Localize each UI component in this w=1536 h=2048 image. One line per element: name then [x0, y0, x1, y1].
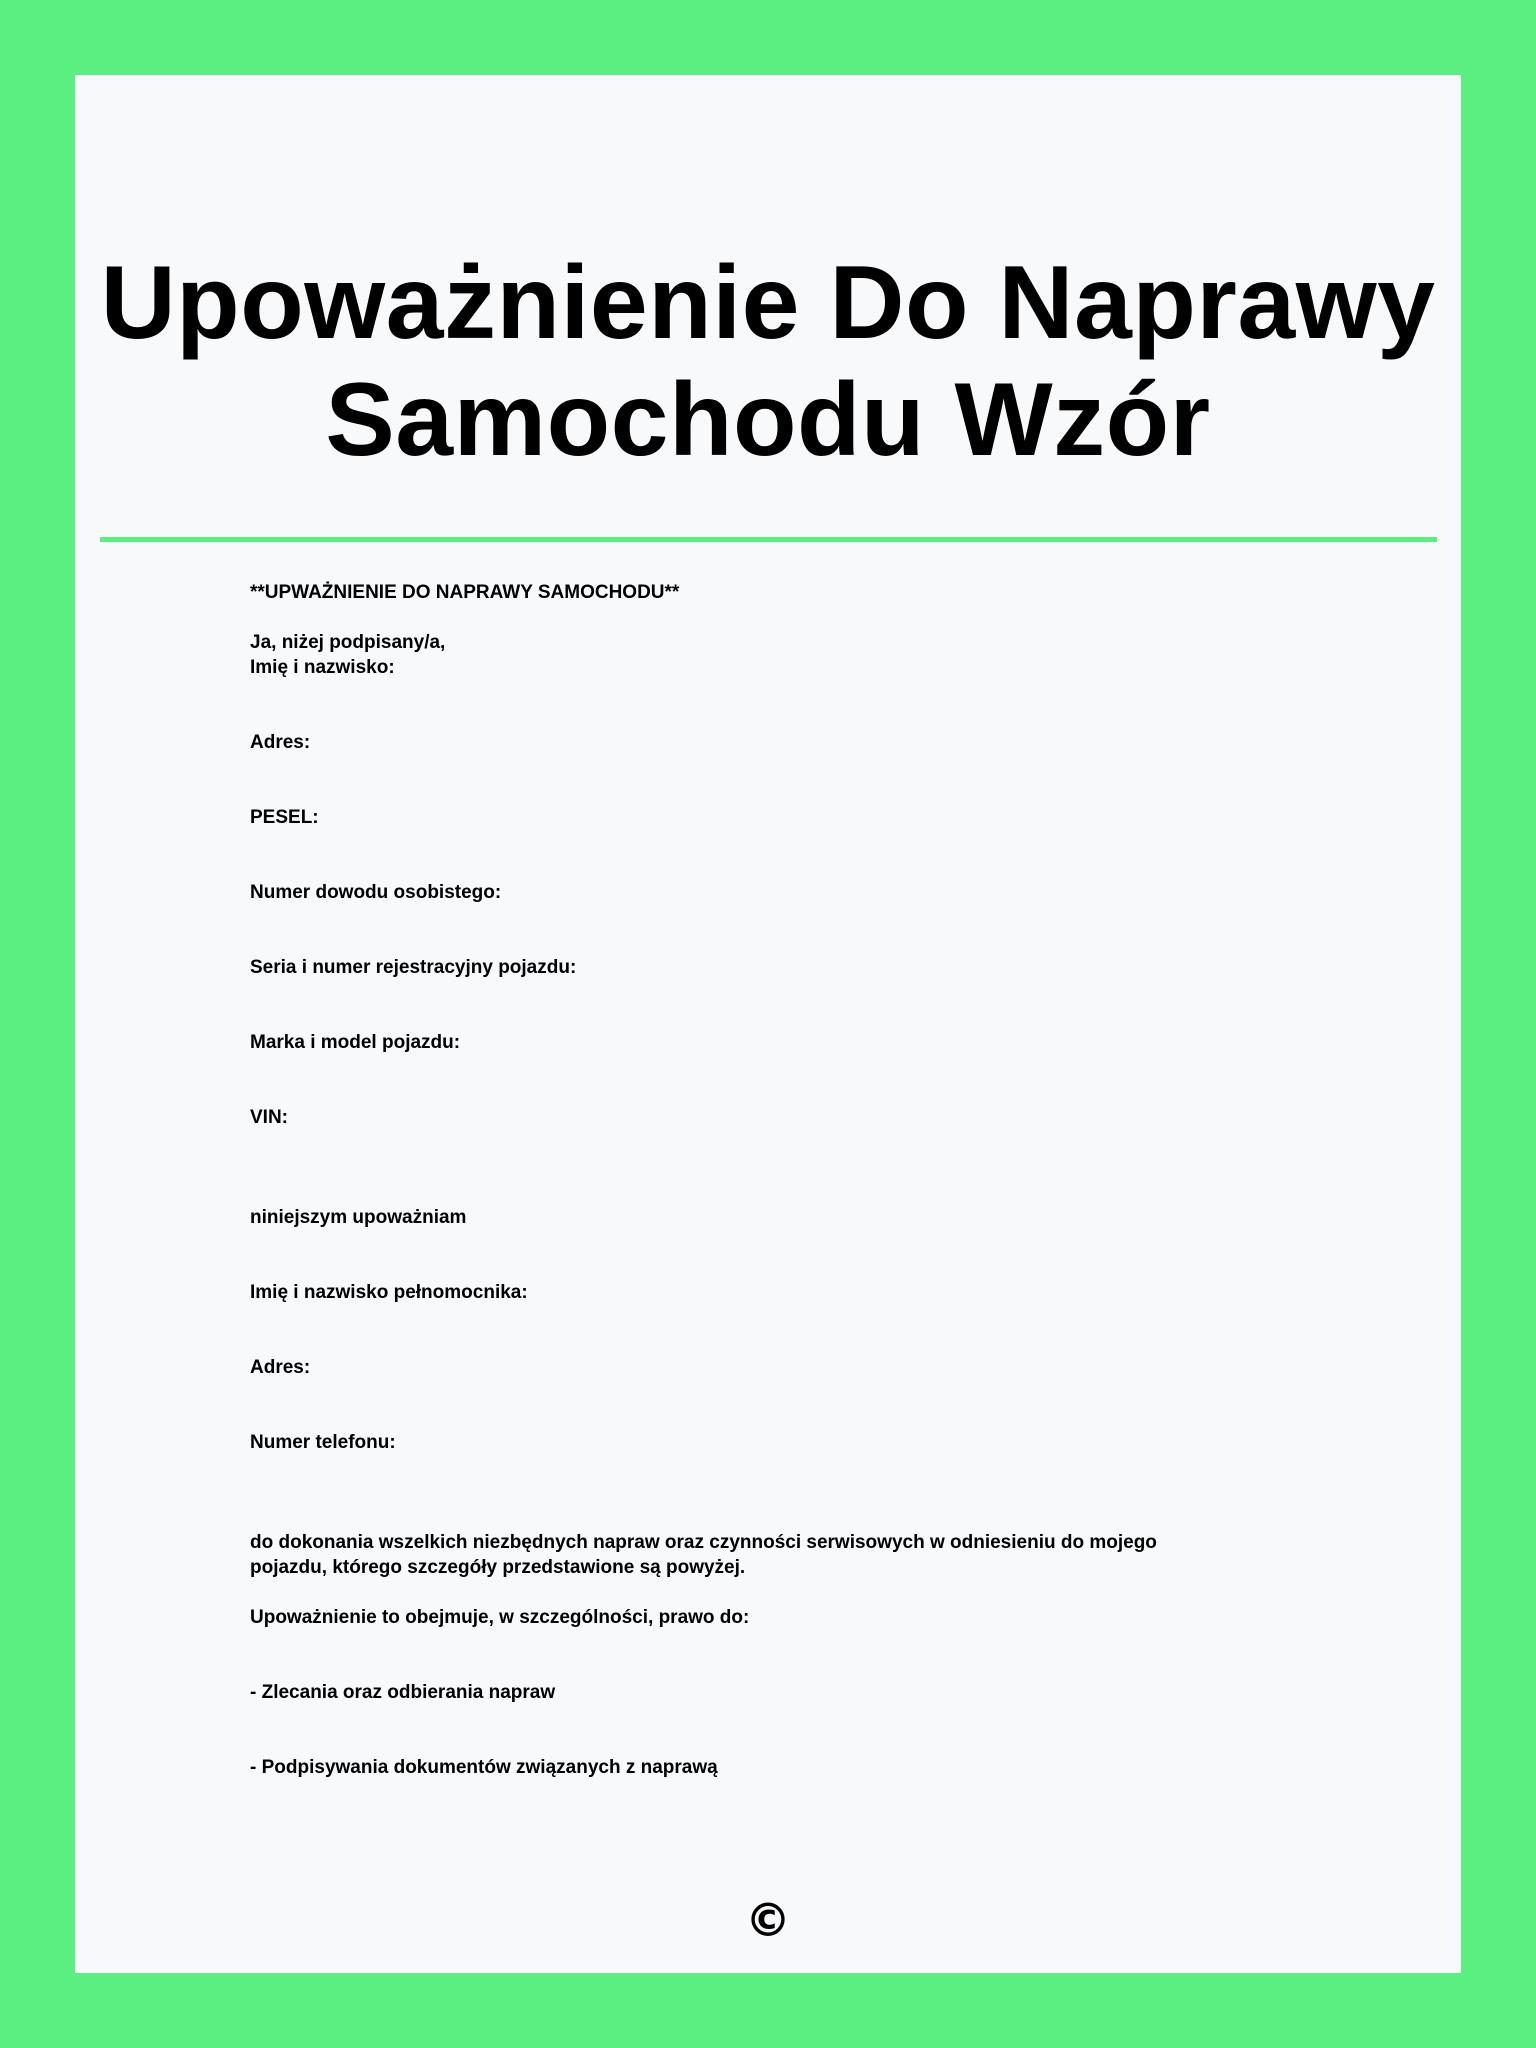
- document-body-text: **UPWAŻNIENIE DO NAPRAWY SAMOCHODU** Ja, niżej podpisany/a, Imię i nazwisko: Adres: PESEL: Numer dowodu osobistego: Seria i numer rejestracyjny pojazdu: Marka i model pojazdu: VIN: niniejszym upoważniam Imię i nazwisko pełnomocnika: Adres: Numer telefonu: do dokonania wszelkich niezbędnych napraw oraz czynności serwisowych w odniesieniu do mojego pojazdu, którego szczegóły przedstawione są powyżej. Upoważnienie to obejmuje, w szczególności, prawo do: - Zlecania oraz odbierania napraw - Podpisywania dokumentów związanych z naprawą: [250, 582, 1157, 1778]
- title-divider: [100, 537, 1437, 542]
- document-title: Upoważnienie Do Naprawy Samochodu Wzór: [100, 245, 1436, 478]
- document-page: [75, 75, 1461, 1973]
- copyright-icon: ©: [745, 1893, 791, 1947]
